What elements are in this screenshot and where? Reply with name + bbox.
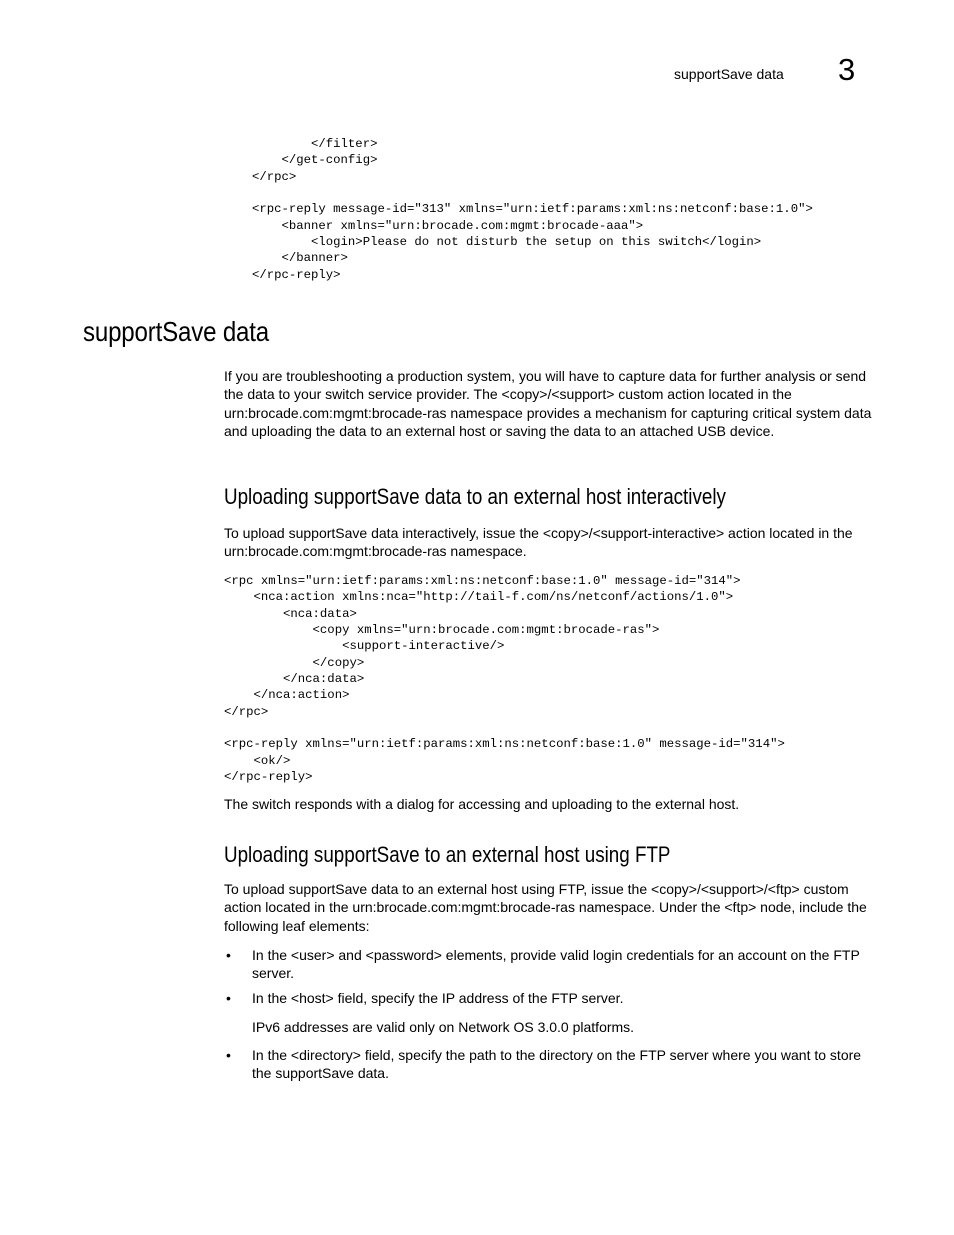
running-header: supportSave data — [674, 66, 784, 82]
host-ipv6-note: IPv6 addresses are valid only on Network OS 3.0.0 platforms. — [252, 1019, 635, 1035]
bullet-icon: • — [226, 990, 231, 1006]
interactive-after-code-paragraph: The switch responds with a dialog for accessing and uploading to the external host. — [224, 796, 740, 812]
subsection-heading-interactive: Uploading supportSave data to an external host interactively — [224, 484, 726, 509]
section-intro-paragraph: If you are troubleshooting a production system, you will have to capture data for further analysis or send the data to your switch service provider. The <copy>/<support> custom action located in the urn:brocade.com:mgmt:brocade-ras namespace provides a mechanism for capturing critical system data and uploading the data to an external host or saving the data to an attached USB device. — [224, 368, 872, 440]
bullet-icon: • — [226, 947, 231, 963]
bullet-icon: • — [226, 1047, 231, 1063]
code-block-top: </filter> </get-config> </rpc> <rpc-reply message-id="313" xmlns="urn:ietf:params:xml:ns:netconf:base:1.0"> <banner xmlns="urn:brocade.com:mgmt:brocade-aaa"> <login>Please do not disturb the setup on this switch</login> </banner> </rpc-reply> — [252, 137, 813, 282]
code-block-interactive: <rpc xmlns="urn:ietf:params:xml:ns:netconf:base:1.0" message-id="314"> <nca:action xmlns:nca="http://tail-f.com/ns/netconf/actions/1.0"> <nca:data> <copy xmlns="urn:brocade.com:mgmt:brocade-ras"> <support-interactive/> </copy> </nca:data> </nca:action> </rpc> <rpc-reply xmlns="urn:ietf:params:xml:ns:netconf:base:1.0" message-id="314"> <ok/> </rpc-reply> — [224, 574, 785, 785]
ftp-intro-paragraph: To upload supportSave data to an external host using FTP, issue the <copy>/<support>/<ftp> custom action located in the urn:brocade.com:mgmt:brocade-ras namespace. Under the <ftp> node, include the following leaf elements: — [224, 881, 867, 934]
section-heading: supportSave data — [83, 316, 270, 347]
bullet-text-directory: In the <directory> field, specify the path to the directory on the FTP server where you want to store the supportSave data. — [252, 1047, 862, 1082]
bullet-text-credentials: In the <user> and <password> elements, provide valid login credentials for an account on the FTP server. — [252, 947, 860, 982]
subsection-heading-ftp: Uploading supportSave to an external host using FTP — [224, 842, 671, 867]
interactive-intro-paragraph: To upload supportSave data interactively, issue the <copy>/<support-interactive> action located in the urn:brocade.com:mgmt:brocade-ras namespace. — [224, 525, 853, 560]
bullet-text-host: In the <host> field, specify the IP address of the FTP server. — [252, 990, 624, 1006]
chapter-number: 3 — [838, 52, 856, 87]
